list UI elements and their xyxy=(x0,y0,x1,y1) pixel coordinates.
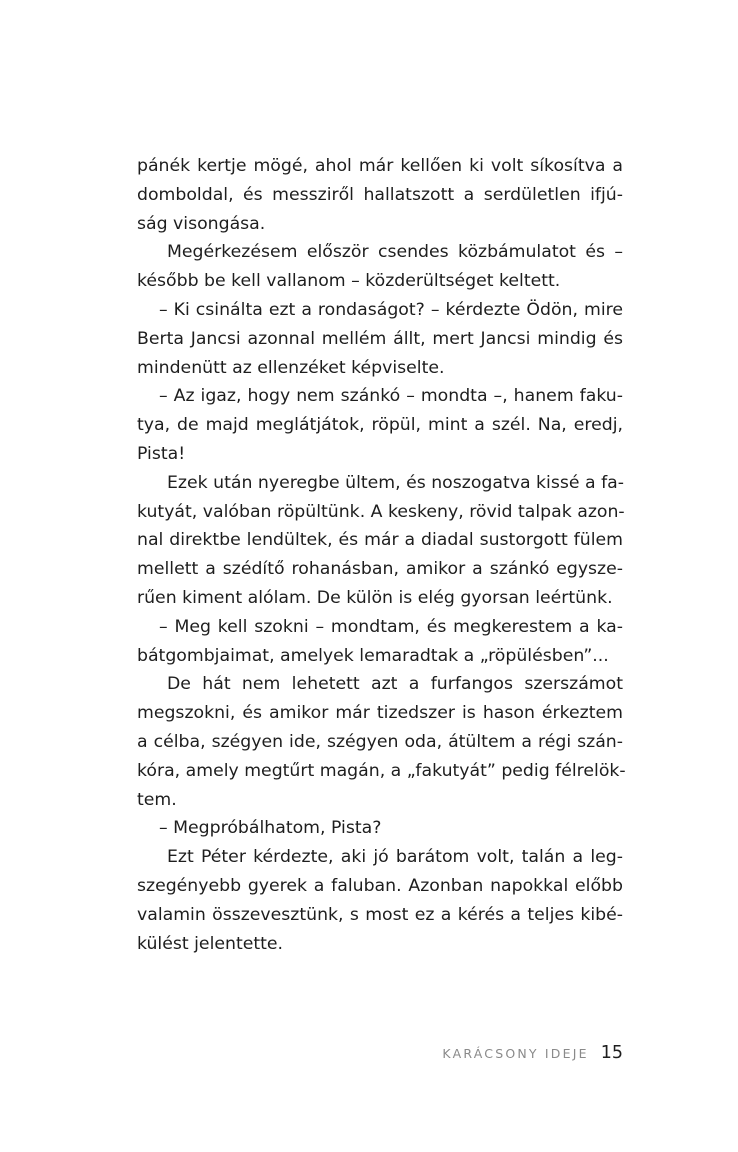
text-line: Ezt Péter kérdezte, aki jó barátom volt, talán a leg- xyxy=(167,847,623,868)
text-line: Pista! xyxy=(137,443,186,464)
text-line: tem. xyxy=(137,789,177,810)
text-line: külést jelentette. xyxy=(137,933,284,954)
text-line: valamin összevesztünk, s most ez a kérés a teljes kibé- xyxy=(137,904,623,925)
text-line: kóra, amely megtűrt magán, a „fakutyát” pedig félrelök- xyxy=(137,760,626,781)
text-line: – Megpróbálhatom, Pista? xyxy=(159,818,382,839)
text-line: Ezek után nyeregbe ültem, és noszogatva kissé a fa- xyxy=(167,472,624,493)
text-line: tya, de majd meglátjátok, röpül, mint a szél. Na, eredj, xyxy=(137,415,623,436)
text-line: mindenütt az ellenzéket képviselte. xyxy=(137,357,445,378)
text-line: szegényebb gyerek a faluban. Azonban napokkal előbb xyxy=(137,875,623,896)
text-line: később be kell vallanom – közderültséget keltett. xyxy=(137,271,561,292)
running-head: KARÁCSONY IDEJE xyxy=(442,1046,589,1061)
text-line: domboldal, és messziről hallatszott a serdületlen ifjú- xyxy=(137,184,623,205)
text-line: a célba, szégyen ide, szégyen oda, átültem a régi szán- xyxy=(137,731,623,752)
text-line: – Ki csinálta ezt a rondaságot? – kérdezte Ödön, mire xyxy=(159,299,623,320)
text-line: mellett a szédítő rohanásban, amikor a szánkó egysze- xyxy=(137,559,623,580)
text-line: nal direktbe lendültek, és már a diadal sustorgott fülem xyxy=(137,530,623,551)
text-line: Berta Jancsi azonnal mellém állt, mert Jancsi mindig és xyxy=(137,328,623,349)
text-line: kutyát, valóban röpültünk. A keskeny, rövid talpak azon- xyxy=(137,501,625,522)
text-line: – Meg kell szokni – mondtam, és megkerestem a ka- xyxy=(159,616,623,637)
page-number: 15 xyxy=(600,1043,623,1063)
text-line: De hát nem lehetett azt a furfangos szerszámot xyxy=(167,674,623,695)
text-line: bátgombjaimat, amelyek lemaradtak a „röpülésben”... xyxy=(137,645,609,666)
text-line: ság visongása. xyxy=(137,213,266,234)
text-line: megszokni, és amikor már tizedszer is hason érkeztem xyxy=(137,703,623,724)
text-line: – Az igaz, hogy nem szánkó – mondta –, hanem faku- xyxy=(159,386,623,407)
body-text xyxy=(137,152,626,958)
text-line: Megérkezésem először csendes közbámulatot és – xyxy=(167,242,623,263)
text-line: pánék kertje mögé, ahol már kellően ki volt síkosítva a xyxy=(137,156,623,176)
text-line: rűen kiment alólam. De külön is elég gyorsan leértünk. xyxy=(137,587,613,608)
page-footer xyxy=(442,1043,623,1071)
